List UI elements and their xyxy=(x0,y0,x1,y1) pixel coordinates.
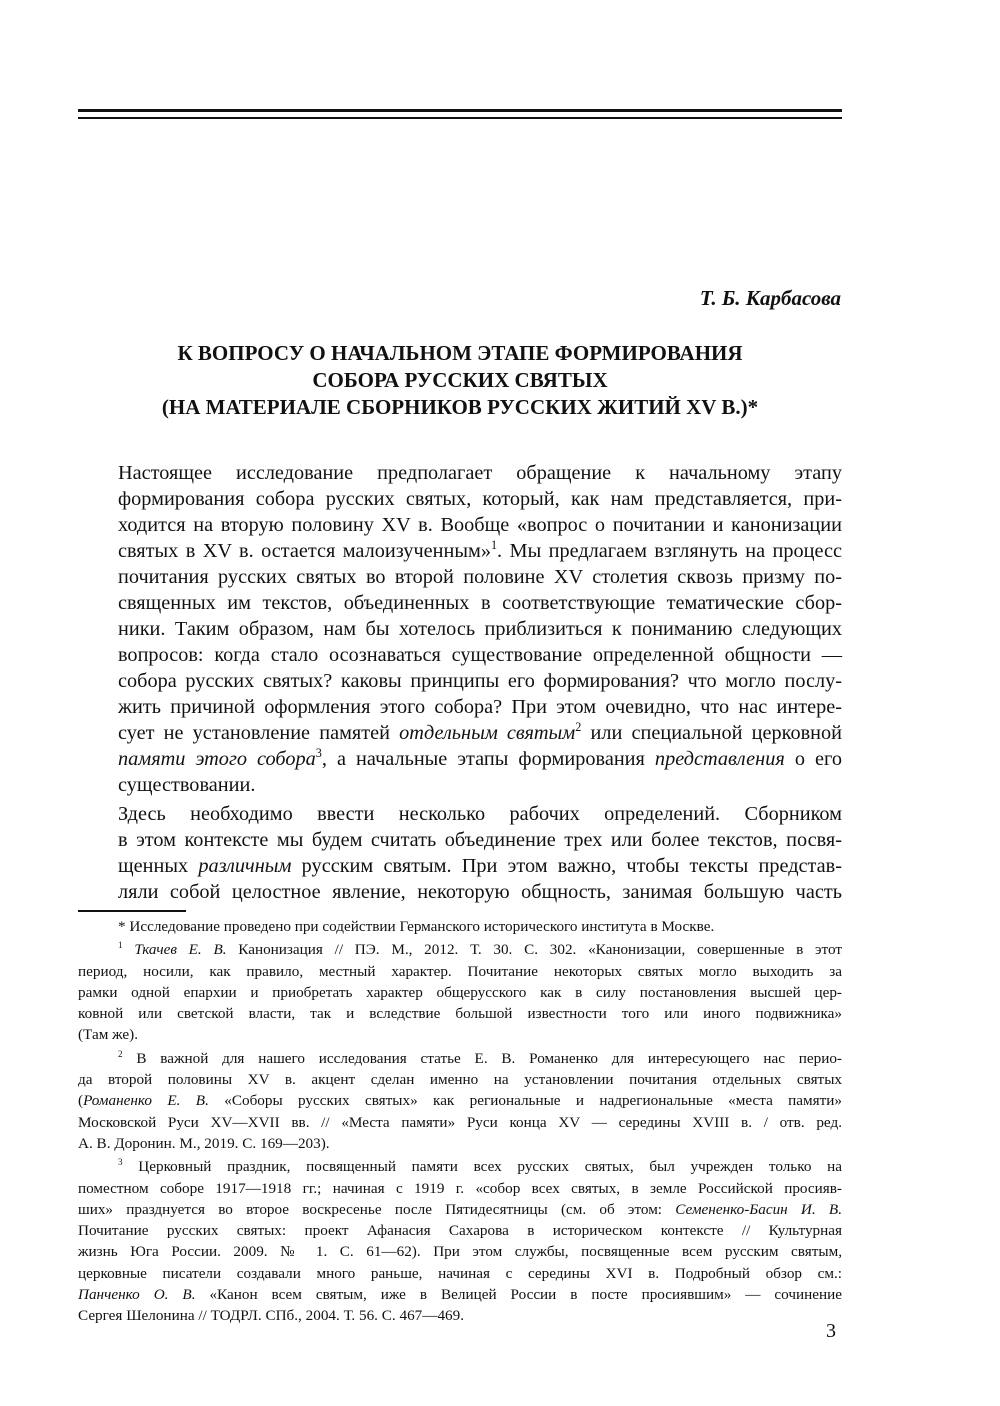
text-line: Почитание русских святых: проект Афанасия Сахарова в историческом контексте // Культурная xyxy=(78,1222,842,1240)
text-line: Сергея Шелонина // ТОДРЛ. СПб., 2004. Т. 56. С. 467—469. xyxy=(78,1307,465,1325)
text-line: А. В. Доронин. М., 2019. С. 169—203). xyxy=(78,1134,330,1152)
title-line: СОБОРА РУССКИХ СВЯТЫХ xyxy=(312,368,608,392)
emphasis: отдельным святым xyxy=(399,722,576,744)
paragraph-2 xyxy=(78,801,842,905)
text-line: сует не установление памятей отдельным святым$^2$ или специальной церковной xyxy=(118,720,843,744)
footnote-star xyxy=(78,916,842,937)
text-line: Панченко О. В. «Канон всем святым, иже в Велицей России в посте просиявшим» — сочинение xyxy=(78,1286,843,1304)
text-line: в этом контексте мы будем считать объединение трех или более текстов, посвя- xyxy=(118,829,842,851)
text-line: почитания русских святых во второй половине XV столетия сквозь призму по- xyxy=(118,566,842,588)
text-line: да второй половины XV в. акцент сделан именно на установлении почитания отдельных святых xyxy=(78,1071,842,1089)
text-line: памяти этого собора$^3$, а начальные этапы формирования представления о его xyxy=(118,746,842,770)
text-line: $^3$ Церковный праздник, посвященный памяти всех русских святых, был учрежден только на xyxy=(118,1157,842,1176)
footnote-3 xyxy=(78,1156,842,1326)
text-line: рамки одной епархии и приобретать характер общерусского как в силу постановления высшей цер- xyxy=(78,983,842,1001)
article-title xyxy=(78,340,842,421)
text-line: святых в XV в. остается малоизученным»$^1$. Мы предлагаем взглянуть на процесс xyxy=(118,538,842,562)
text-line: Московской Руси XV—XVII вв. // «Места памяти» Руси конца XV — середины XVIII в. / отв. ред. xyxy=(78,1113,842,1131)
text-line: формирования собора русских святых, который, как нам представляется, при- xyxy=(118,488,842,510)
header-rule-thick xyxy=(78,109,842,112)
text-line: существовании. xyxy=(118,774,256,796)
text-line: Здесь необходимо ввести несколько рабочих определений. Сборником xyxy=(118,803,842,825)
page-number: 3 xyxy=(826,1320,836,1342)
text-line: ковной или светской власти, так и вследствие большой известности того или иного подвижника» xyxy=(78,1005,842,1023)
emphasis: представления xyxy=(654,748,785,770)
text-line: жить причиной оформления этого собора? При этом очевидно, что нас интере- xyxy=(118,696,842,718)
text-line: ляли собой целостное явление, некоторую общность, занимая большую часть xyxy=(118,881,842,903)
text-line: вопросов: когда стало осознаваться существование определенной общности — xyxy=(118,644,842,666)
paragraph-1 xyxy=(78,460,842,798)
footnote-ref-2[interactable]: 2 xyxy=(575,720,582,735)
text-line: $^2$ В важной для нашего исследования статье Е. В. Романенко для интересующего нас перио- xyxy=(118,1048,842,1067)
header-rule-thin xyxy=(78,117,842,119)
emphasis: различным xyxy=(198,855,292,877)
title-line: (НА МАТЕРИАЛЕ СБОРНИКОВ РУССКИХ ЖИТИЙ XV В.)* xyxy=(161,395,759,419)
text-line: жизнь Юга России. 2009. № 1. С. 61—62). При этом службы, посвященные всем русским святым, xyxy=(78,1243,842,1261)
emphasis: памяти этого собора xyxy=(118,748,316,770)
footnote-2 xyxy=(78,1048,842,1154)
footnote-1 xyxy=(78,939,842,1045)
title-line: К ВОПРОСУ О НАЧАЛЬНОМ ЭТАПЕ ФОРМИРОВАНИЯ xyxy=(177,341,743,365)
text-line: ники. Таким образом, нам бы хотелось приблизиться к пониманию следующих xyxy=(118,618,842,640)
footnote-ref-3[interactable]: 3 xyxy=(315,746,322,761)
footnote-separator xyxy=(78,910,186,912)
author-name: Т. Б. Карбасова xyxy=(699,286,841,310)
text-line: священных им текстов, объединенных в соответствующие тематические сбор- xyxy=(118,592,842,614)
text-line: (Там же). xyxy=(78,1026,138,1044)
text-line: Настоящее исследование предполагает обращение к начальному этапу xyxy=(118,462,842,484)
footnote-ref-1[interactable]: 1 xyxy=(490,538,498,553)
text-line: ших» празднуется во второе воскресенье после Пятидесятницы (см. об этом: Семененко-Басин И. В. xyxy=(78,1200,843,1218)
text-line: собора русских святых? каковы принципы его формирования? что могло послу- xyxy=(118,670,842,692)
footnotes xyxy=(78,916,842,1329)
text-line: щенных различным русским святым. При этом важно, чтобы тексты представ- xyxy=(118,855,842,877)
text-line: (Романенко Е. В. «Соборы русских святых» как региональные и надрегиональные «места памяти» xyxy=(78,1092,842,1110)
text-line: * Исследование проведено при содействии Германского исторического института в Москве. xyxy=(118,918,715,935)
text-line: период, носили, как правило, местный характер. Почитание некоторых святых могло выходить за xyxy=(78,962,842,980)
text-line: поместном соборе 1917—1918 гг.; начиная с 1919 г. «собор всех святых, в земле Российской просияв- xyxy=(78,1179,842,1197)
text-line: $^1$ Ткачев Е. В. Канонизация // ПЭ. М., 2012. Т. 30. С. 302. «Канонизации, совершенные в этот xyxy=(118,940,842,959)
text-line: церковные писатели создавали много раньше, начиная с середины XVI в. Подробный обзор см.: xyxy=(78,1264,842,1282)
text-line: ходится на вторую половину XV в. Вообще «вопрос о почитании и канонизации xyxy=(118,514,842,536)
article-body xyxy=(78,460,842,905)
